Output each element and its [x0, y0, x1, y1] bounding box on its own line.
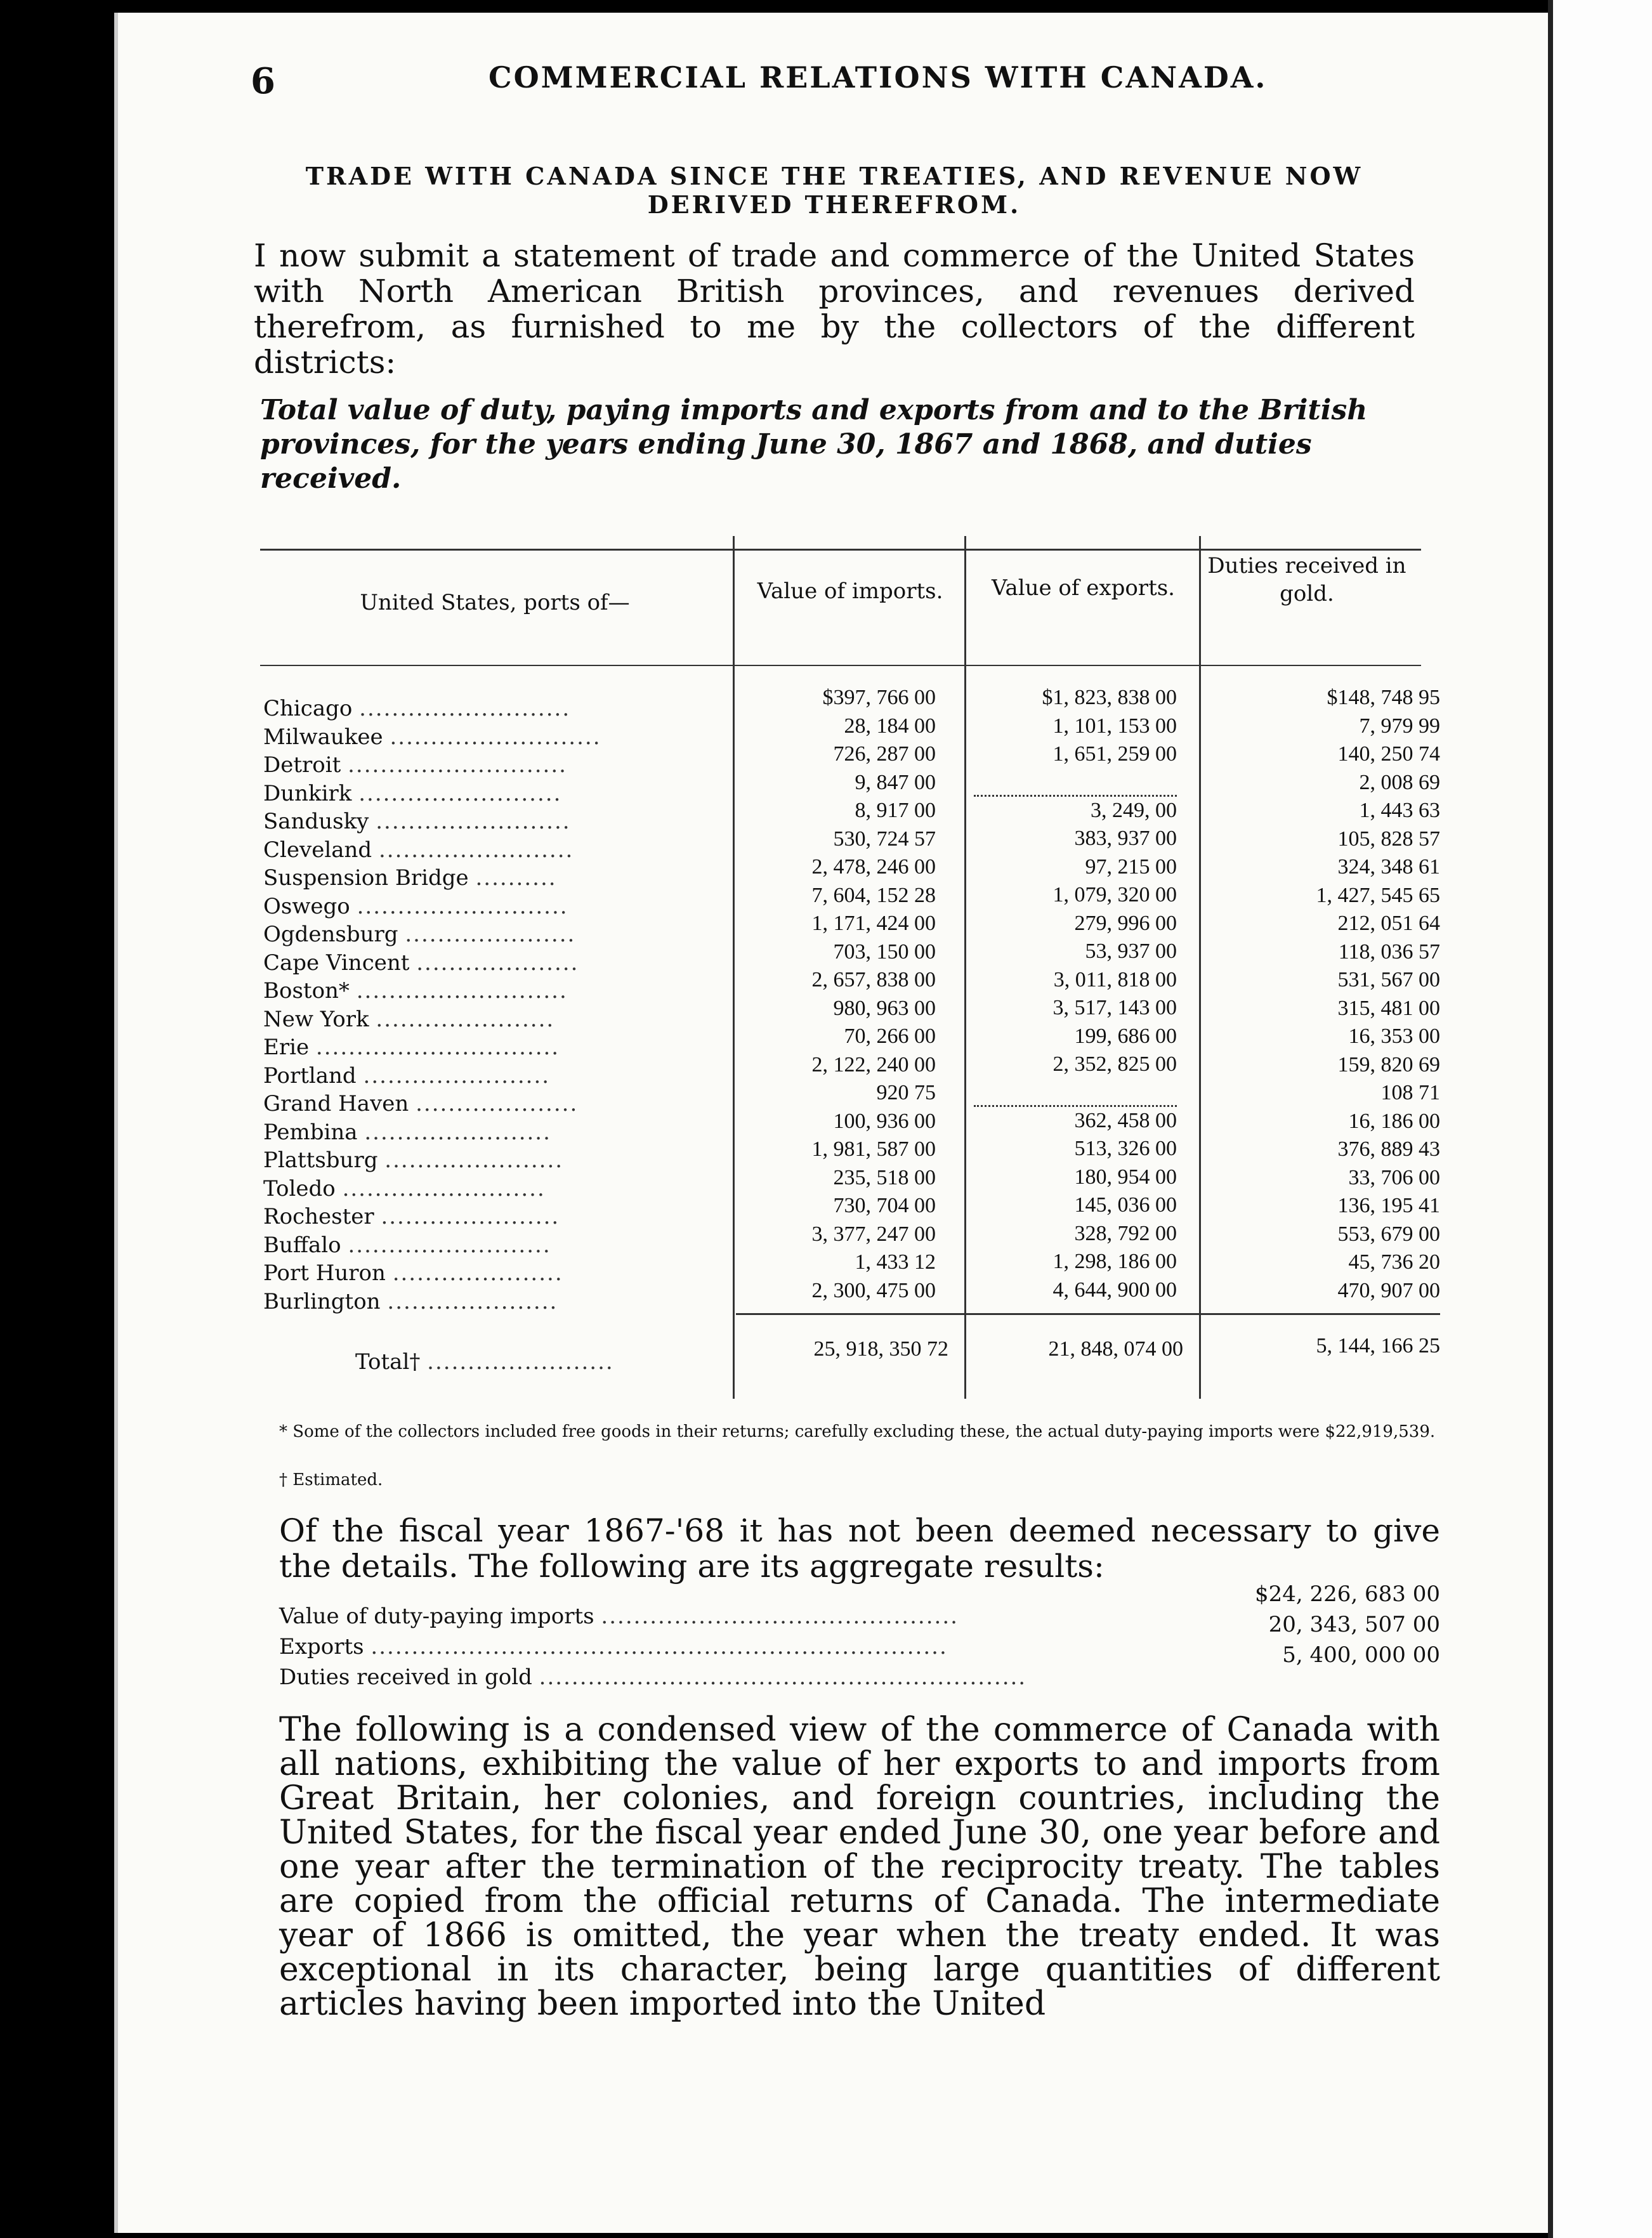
column-divider-2: [964, 536, 966, 1399]
exports-column: [974, 684, 1177, 1304]
table-row-port: New York ......................: [263, 1006, 555, 1032]
closing-paragraph: The following is a condensed view of the commerce of Canada with all nations, exhibiting the value of her exports to and imports from Great Britain, her colonies, and foreign countries, including the United States, for the fiscal year ended June 30, one year before and one year after the termination of the reciprocity treaty. The tables are copied from the official returns of Canada. The intermediate year of 1866 is omitted, the year when the treaty ended. It was exceptional in its character, being large quantities of different articles having been imported into the United: [279, 1711, 1440, 2023]
exports-cell: 4, 644, 900 00: [1052, 1278, 1177, 1302]
footnote-star: * Some of the collectors included free goods in their returns; carefully excluding these, the actual duty-paying imports were $22,919,539.: [279, 1422, 1436, 1441]
exports-cell: 3, 517, 143 00: [1052, 996, 1177, 1019]
duties-cell: 16, 186 00: [1348, 1109, 1440, 1133]
exports-cell: 1, 101, 153 00: [1052, 714, 1177, 738]
duties-cell: 105, 828 57: [1337, 827, 1440, 851]
summary-intro: Of the fiscal year 1867-'68 it has not been deemed necessary to give the details. The following are its aggregate results:: [279, 1512, 1440, 1585]
table-row-port: Cape Vincent ....................: [263, 950, 579, 976]
imports-cell: 920 75: [876, 1081, 936, 1104]
imports-cell: 70, 266 00: [844, 1024, 936, 1048]
imports-cell: 530, 724 57: [833, 827, 936, 851]
exports-cell: 180, 954 00: [1074, 1165, 1177, 1189]
port-list: [263, 695, 733, 1316]
exports-cell: 1, 298, 186 00: [1052, 1250, 1177, 1273]
duties-cell: 2, 008 69: [1359, 770, 1440, 794]
section-heading-line2: DERIVED THEREFROM.: [647, 190, 1021, 219]
duties-cell: 376, 889 43: [1337, 1137, 1440, 1161]
running-head: COMMERCIAL RELATIONS WITH CANADA.: [488, 60, 1268, 95]
table-row-port: Buffalo .........................: [263, 1232, 551, 1258]
total-rule: [736, 1313, 1440, 1315]
imports-cell: 1, 981, 587 00: [811, 1137, 936, 1161]
imports-cell: 2, 478, 246 00: [811, 855, 936, 879]
duties-cell: 140, 250 74: [1337, 742, 1440, 766]
imports-cell: $397, 766 00: [822, 686, 936, 709]
exports-cell: 1, 079, 320 00: [1052, 883, 1177, 906]
duties-cell: 531, 567 00: [1337, 968, 1440, 991]
table-row-port: Plattsburg ......................: [263, 1148, 564, 1173]
table-row-port: Dunkirk .........................: [263, 780, 562, 806]
imports-cell: 8, 917 00: [855, 799, 936, 822]
exports-cell: 383, 937 00: [1074, 827, 1177, 850]
imports-cell: 2, 657, 838 00: [811, 968, 936, 991]
table-row-port: Toledo .........................: [263, 1175, 546, 1201]
page-number: 6: [251, 60, 275, 102]
table-row-port: Pembina .......................: [263, 1119, 551, 1145]
imports-cell: 1, 433 12: [855, 1250, 936, 1274]
duties-cell: 315, 481 00: [1337, 996, 1440, 1020]
table-header-rule: [260, 665, 1421, 666]
duties-cell: 108 71: [1380, 1081, 1440, 1104]
column-divider-3: [1199, 536, 1201, 1399]
table-row-port: Erie ..............................: [263, 1035, 560, 1060]
duties-cell: 45, 736 20: [1348, 1250, 1440, 1274]
duties-cell: 7, 979 99: [1359, 714, 1440, 738]
header-port: United States, ports of—: [360, 590, 630, 615]
total-duties: 5, 144, 166 25: [1316, 1334, 1440, 1358]
imports-cell: 3, 377, 247 00: [811, 1222, 936, 1246]
imports-cell: 100, 936 00: [833, 1109, 936, 1133]
summary-label-duties: Duties received in gold ............................................................: [279, 1665, 1027, 1690]
table-row-port: Sandusky ........................: [263, 809, 571, 834]
duties-cell: 1, 427, 545 65: [1316, 883, 1440, 907]
table-row-port: Portland .......................: [263, 1063, 551, 1089]
duties-cell: $148, 748 95: [1327, 686, 1440, 709]
total-exports: 21, 848, 074 00: [1048, 1337, 1183, 1361]
imports-cell: 2, 122, 240 00: [811, 1052, 936, 1076]
table-row-port: Rochester ......................: [263, 1204, 560, 1229]
imports-cell: 730, 704 00: [833, 1194, 936, 1217]
imports-cell: 703, 150 00: [833, 939, 936, 964]
header-imports: Value of imports.: [757, 579, 943, 604]
exports-cell: 53, 937 00: [1085, 939, 1177, 963]
exports-cell: 513, 326 00: [1074, 1137, 1177, 1160]
duties-cell: 118, 036 57: [1338, 939, 1440, 964]
imports-cell: 7, 604, 152 28: [811, 883, 936, 907]
total-imports: 25, 918, 350 72: [813, 1337, 948, 1361]
table-caption: Total value of duty, paying imports and exports from and to the British provinces, for the years ending June 30, 1867 and 1868, and duties received.: [260, 394, 1368, 495]
duties-cell: 1, 443 63: [1359, 799, 1440, 822]
duties-cell: 324, 348 61: [1337, 855, 1440, 879]
exports-cell: [974, 1079, 1177, 1107]
table-row-port: Port Huron .....................: [263, 1260, 563, 1286]
table-row-port: Ogdensburg .....................: [263, 922, 576, 947]
duties-cell: 553, 679 00: [1337, 1222, 1440, 1246]
imports-cell: 1, 171, 424 00: [811, 912, 936, 935]
imports-cell: 2, 300, 475 00: [811, 1278, 936, 1302]
exports-cell: 362, 458 00: [1074, 1108, 1177, 1132]
exports-cell: $1, 823, 838 00: [1042, 686, 1177, 709]
table-row-port: Cleveland ........................: [263, 837, 574, 863]
duties-cell: 136, 195 41: [1337, 1194, 1440, 1217]
table-row-port: Chicago ..........................: [263, 696, 571, 721]
table-row-port: Boston* ..........................: [263, 978, 568, 1004]
table-row-port: Milwaukee ..........................: [263, 724, 601, 750]
table-row-port: Grand Haven ....................: [263, 1091, 579, 1116]
exports-cell: 2, 352, 825 00: [1052, 1052, 1177, 1076]
header-exports: Value of exports.: [992, 575, 1175, 601]
duties-cell: 16, 353 00: [1348, 1024, 1440, 1048]
column-divider-1: [733, 536, 735, 1399]
exports-cell: 199, 686 00: [1074, 1024, 1177, 1048]
intro-paragraph: I now submit a statement of trade and commerce of the United States with North American British provinces, and revenues derived therefrom, as furnished to me by the collectors of the different districts:: [254, 237, 1415, 381]
total-label: Total† .......................: [355, 1349, 614, 1375]
summary-value-imports: $24, 226, 683 00: [1255, 1581, 1440, 1607]
duties-cell: 159, 820 69: [1337, 1052, 1440, 1076]
table-row-port: Suspension Bridge ..........: [263, 865, 557, 891]
duties-cell: 470, 907 00: [1337, 1278, 1440, 1302]
exports-cell: 3, 249, 00: [1091, 798, 1177, 822]
duties-column: [1205, 684, 1440, 1305]
table-row-port: Burlington .....................: [263, 1288, 558, 1314]
imports-cell: 726, 287 00: [833, 742, 936, 766]
summary-label-imports: Value of duty-paying imports ............................................: [279, 1604, 959, 1629]
imports-cell: 235, 518 00: [833, 1165, 936, 1189]
summary-label-exports: Exports .......................................................................: [279, 1634, 948, 1659]
adjacent-page-edge: [1548, 0, 1652, 2238]
summary-value-duties: 5, 400, 000 00: [1282, 1642, 1440, 1668]
exports-cell: 145, 036 00: [1074, 1193, 1177, 1217]
exports-cell: 1, 651, 259 00: [1052, 742, 1177, 766]
imports-cell: 980, 963 00: [833, 996, 936, 1020]
imports-column: [739, 684, 936, 1305]
header-duties: Duties received in gold.: [1207, 553, 1406, 606]
table-row-port: Detroit ...........................: [263, 752, 567, 778]
exports-cell: 328, 792 00: [1074, 1221, 1177, 1245]
table-top-rule: [260, 549, 1421, 551]
exports-cell: [974, 769, 1177, 797]
exports-cell: 3, 011, 818 00: [1053, 967, 1177, 991]
table-row-port: Oswego ..........................: [263, 893, 568, 919]
imports-cell: 28, 184 00: [844, 714, 936, 738]
duties-cell: 33, 706 00: [1348, 1165, 1440, 1189]
summary-value-exports: 20, 343, 507 00: [1268, 1612, 1440, 1637]
exports-cell: 279, 996 00: [1074, 911, 1177, 935]
duties-cell: 212, 051 64: [1337, 912, 1440, 935]
imports-cell: 9, 847 00: [855, 770, 936, 794]
footnote-dagger: † Estimated.: [279, 1470, 383, 1489]
section-heading-line1: TRADE WITH CANADA SINCE THE TREATIES, AND REVENUE NOW: [305, 162, 1363, 190]
exports-cell: 97, 215 00: [1085, 854, 1177, 879]
